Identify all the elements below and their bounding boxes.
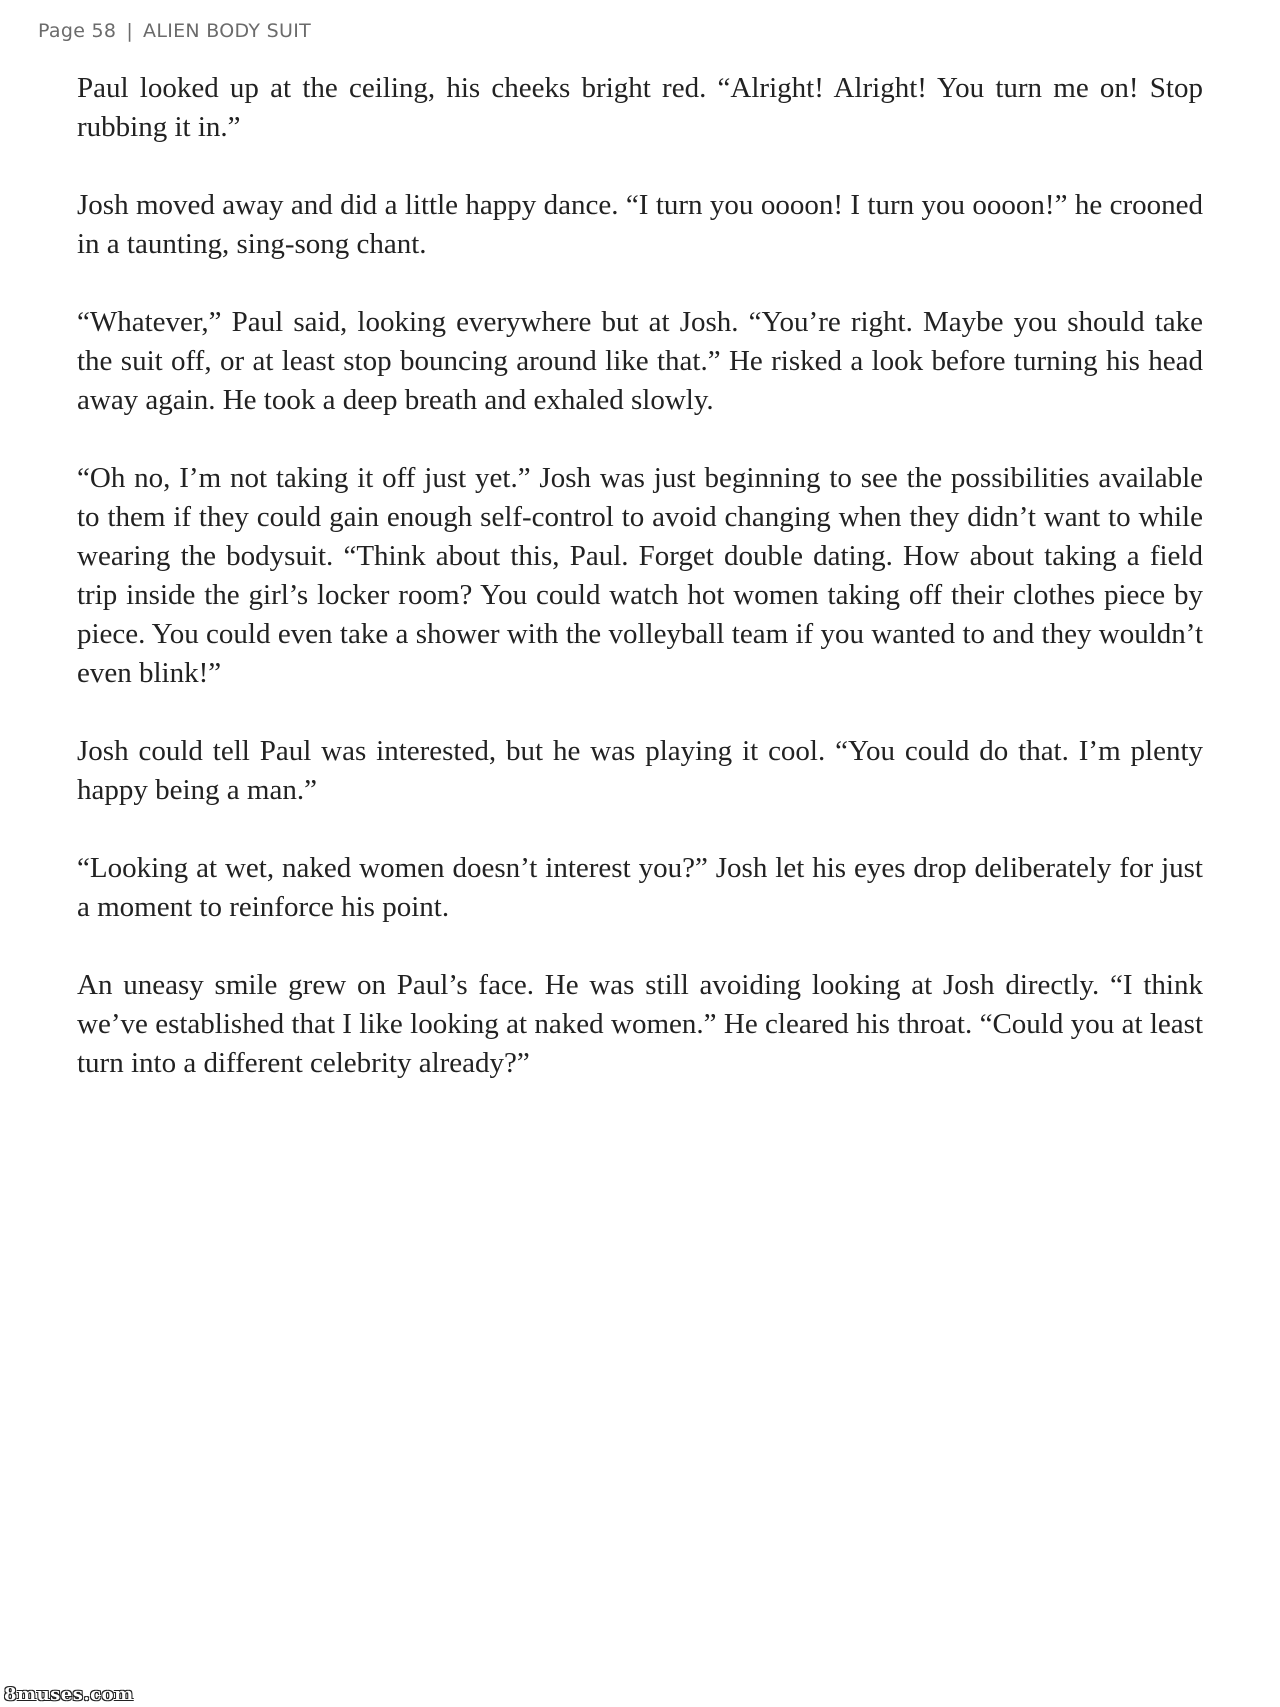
paragraph: “Whatever,” Paul said, looking everywhere but at Josh. “You’re right. Maybe you should take the suit off, or at least stop bouncing around like that.” He risked a look before turning his head away again. He took a deep breath and exhaled slowly.: [77, 306, 1203, 416]
header-separator: |: [126, 20, 134, 42]
page-number: Page 58: [38, 20, 117, 42]
paragraph: Paul looked up at the ceiling, his cheeks bright red. “Alright! Alright! You turn me on! Stop rubbing it in.”: [77, 72, 1203, 143]
site-watermark: 8muses.com: [4, 1684, 134, 1705]
paragraph: Josh could tell Paul was interested, but he was playing it cool. “You could do that. I’m plenty happy being a man.”: [77, 735, 1203, 806]
body-text: [77, 69, 1203, 1122]
paragraph: “Oh no, I’m not taking it off just yet.” Josh was just beginning to see the possibilities available to them if they could gain enough self-control to avoid changing when they didn’t want to while wearing the bodysuit. “Think about this, Paul. Forget double dating. How about taking a field trip inside the girl’s locker room? You could watch hot women taking off their clothes piece by piece. You could even take a shower with the volleyball team if you wanted to and they wouldn’t even blink!”: [77, 462, 1203, 689]
paragraph: Josh moved away and did a little happy dance. “I turn you oooon! I turn you oooon!” he crooned in a taunting, sing-song chant.: [77, 189, 1203, 260]
running-header: [38, 20, 311, 42]
paragraph: “Looking at wet, naked women doesn’t interest you?” Josh let his eyes drop deliberately for just a moment to reinforce his point.: [77, 852, 1203, 923]
paragraph: An uneasy smile grew on Paul’s face. He was still avoiding looking at Josh directly. “I think we’ve established that I like looking at naked women.” He cleared his throat. “Could you at least turn into a different celebrity already?”: [77, 969, 1203, 1079]
book-title: ALIEN BODY SUIT: [143, 20, 312, 42]
